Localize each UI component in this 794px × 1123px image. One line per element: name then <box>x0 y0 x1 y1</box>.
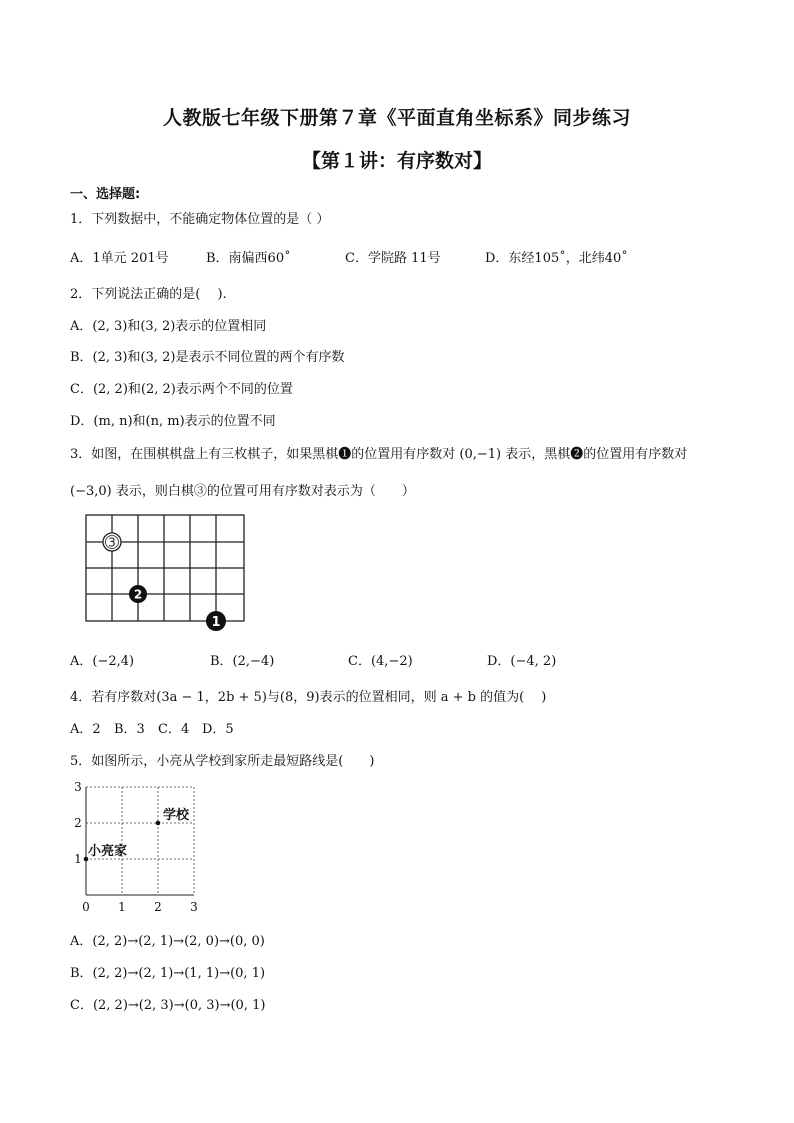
q4-option-b: B．3 <box>114 722 145 737</box>
lesson-subtitle: 【第１讲：有序数对】 <box>301 150 492 172</box>
route-grid-axes <box>86 787 194 895</box>
black-stone-2 <box>129 585 147 603</box>
route-grid-dashed-lines <box>86 787 194 895</box>
route-grid-figure <box>70 778 210 918</box>
q2-stem: 2．下列说法正确的是( ). <box>70 287 227 302</box>
x-tick-1: 1 <box>118 900 126 914</box>
black-stone-1 <box>206 611 226 631</box>
home-label: 小亮家 <box>88 844 128 859</box>
q2-option-c: C．(2, 2)和(2, 2)表示两个不同的位置 <box>70 382 293 397</box>
q3-option-a: A．(−2,4) <box>70 654 135 669</box>
q3-option-d: D．(−4, 2) <box>487 654 557 669</box>
svg-text:2: 2 <box>133 587 143 602</box>
school-point <box>156 821 161 826</box>
go-board-figure <box>85 512 250 634</box>
y-tick-1: 1 <box>74 852 82 866</box>
q1-option-d: D．东经105˚，北纬40˚ <box>485 251 628 266</box>
y-tick-3: 3 <box>74 780 82 794</box>
q1-stem: 1．下列数据中，不能确定物体位置的是（ ） <box>70 212 330 227</box>
q4-option-c: C．4 <box>158 722 190 737</box>
q2-option-d: D．(m, n)和(n, m)表示的位置不同 <box>70 414 276 429</box>
q3-option-c: C．(4,−2) <box>348 654 413 669</box>
x-tick-2: 2 <box>154 900 162 914</box>
q4-stem: 4．若有序数对(3a − 1，2b + 5)与(8，9)表示的位置相同，则 a + b 的值为( ) <box>70 690 547 705</box>
q5-stem: 5．如图所示，小亮从学校到家所走最短路线是( ) <box>70 754 375 769</box>
q5-option-a: A．(2, 2)→(2, 1)→(2, 0)→(0, 0) <box>70 934 265 949</box>
q4-option-d: D．5 <box>202 722 234 737</box>
y-tick-2: 2 <box>74 816 82 830</box>
q5-option-c: C．(2, 2)→(2, 3)→(0, 3)→(0, 1) <box>70 998 266 1013</box>
svg-text:1: 1 <box>211 615 221 630</box>
school-label: 学校 <box>163 808 190 823</box>
q1-option-a: A．1单元 201号 <box>70 251 169 266</box>
q3-stem-line2: (−3,0) 表示，则白棋③的位置可用有序数对表示为（ ） <box>70 484 415 499</box>
q3-stem-line1: 3．如图，在围棋棋盘上有三枚棋子，如果黑棋❶的位置用有序数对 (0,−1) 表示，黑棋❷的位置用有序数对 <box>70 447 688 462</box>
white-stone-3 <box>103 533 121 551</box>
document-title: 人教版七年级下册第７章《平面直角坐标系》同步练习 <box>162 107 631 129</box>
x-tick-3: 3 <box>190 900 198 914</box>
section-heading: 一、选择题: <box>70 187 141 202</box>
q2-option-b: B．(2, 3)和(3, 2)是表示不同位置的两个有序数 <box>70 350 345 365</box>
q3-option-b: B．(2,−4) <box>210 654 275 669</box>
q5-option-b: B．(2, 2)→(2, 1)→(1, 1)→(0, 1) <box>70 966 266 981</box>
q1-option-b: B．南偏西60˚ <box>206 251 291 266</box>
q1-option-c: C．学院路 11号 <box>345 251 441 266</box>
svg-text:3: 3 <box>108 535 116 550</box>
go-board-grid <box>86 515 244 621</box>
x-tick-0: 0 <box>82 900 90 914</box>
q4-option-a: A．2 <box>70 722 101 737</box>
q2-option-a: A．(2, 3)和(3, 2)表示的位置相同 <box>70 319 267 334</box>
